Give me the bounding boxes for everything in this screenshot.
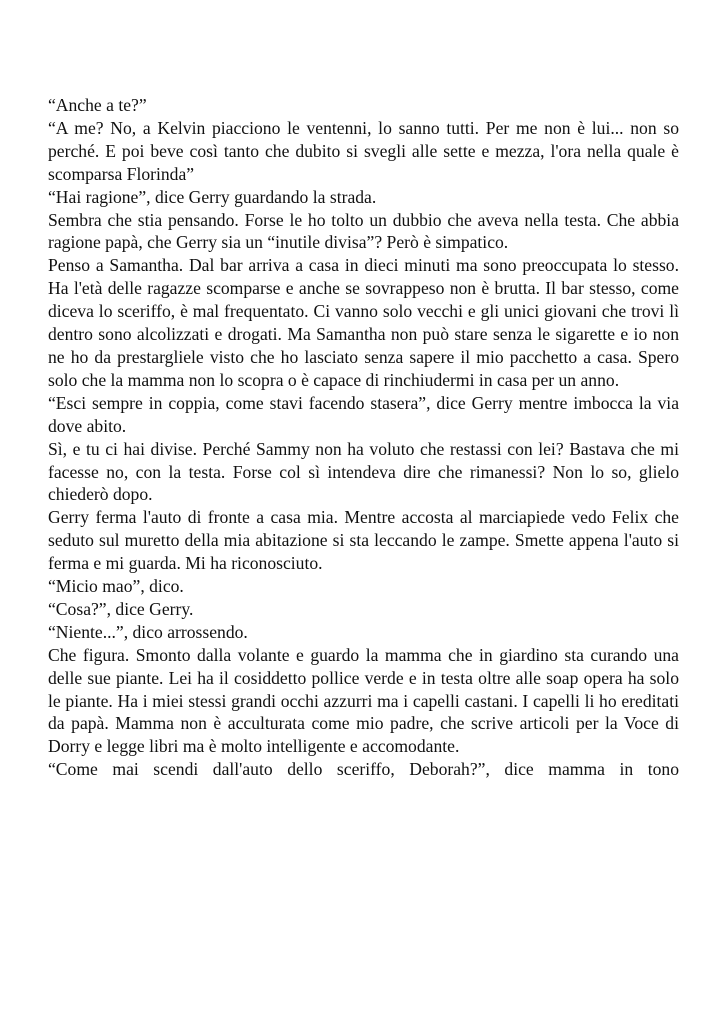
paragraph: Sembra che stia pensando. Forse le ho tolto un dubbio che aveva nella testa. Che abbia ragione papà, che Gerry sia un “inutile divisa”? Però è simpatico. bbox=[48, 209, 679, 253]
paragraph: Sì, e tu ci hai divise. Perché Sammy non ha voluto che restassi con lei? Bastava che mi facesse no, con la testa. Forse col sì intendeva dire che rimanessi? Non lo so, glielo chiederò dopo. bbox=[48, 438, 679, 505]
paragraph-last: “Come mai scendi dall'auto dello sceriffo, Deborah?”, dice mamma in tono bbox=[48, 759, 679, 780]
paragraph: “A me? No, a Kelvin piacciono le ventenni, lo sanno tutti. Per me non è lui... non so perché. E poi beve così tanto che dubito si svegli alle sette e mezza, l'ora nella quale è scomparsa Florinda” bbox=[48, 117, 679, 184]
paragraph: “Niente...”, dico arrossendo. bbox=[48, 621, 248, 642]
document-page bbox=[48, 94, 679, 781]
paragraph: “Esci sempre in coppia, come stavi facendo stasera”, dice Gerry mentre imbocca la via dove abito. bbox=[48, 392, 679, 436]
paragraph: “Anche a te?” bbox=[48, 95, 147, 115]
paragraph: Penso a Samantha. Dal bar arriva a casa in dieci minuti ma sono preoccupata lo stesso. Ha l'età delle ragazze scomparse e anche se sovrappeso non è brutta. Il bar stesso, come diceva lo sceriffo, è mal frequentato. Ci vanno solo vecchi e gli unici giovani che trovi lì dentro sono alcolizzati e drogati. Ma Samantha non può stare senza le sigarette e io non ne ho da prestargliele visto che ho lasciato senza sapere il mio pacchetto a casa. Spero solo che la mamma non lo scopra o è capace di rinchiudermi in casa per un anno. bbox=[48, 255, 679, 390]
paragraph: “Hai ragione”, dice Gerry guardando la strada. bbox=[48, 186, 377, 207]
paragraph: “Cosa?”, dice Gerry. bbox=[48, 598, 194, 619]
paragraph: Gerry ferma l'auto di fronte a casa mia. Mentre accosta al marciapiede vedo Felix che seduto sul muretto della mia abitazione si sta leccando le zampe. Smette appena l'auto si ferma e mi guarda. Mi ha riconosciuto. bbox=[48, 507, 679, 574]
paragraph: Che figura. Smonto dalla volante e guardo la mamma che in giardino sta curando una delle sue piante. Lei ha il cosiddetto pollice verde e in testa oltre alle soap opera ha solo le piante. Ha i miei stessi grandi occhi azzurri ma i capelli castani. I capelli li ho ereditati da papà. Mamma non è acculturata come mio padre, che scrive articoli per la Voce di Dorry e legge libri ma è molto intelligente e accomodante. bbox=[48, 644, 679, 757]
paragraph: “Micio mao”, dico. bbox=[48, 576, 184, 597]
